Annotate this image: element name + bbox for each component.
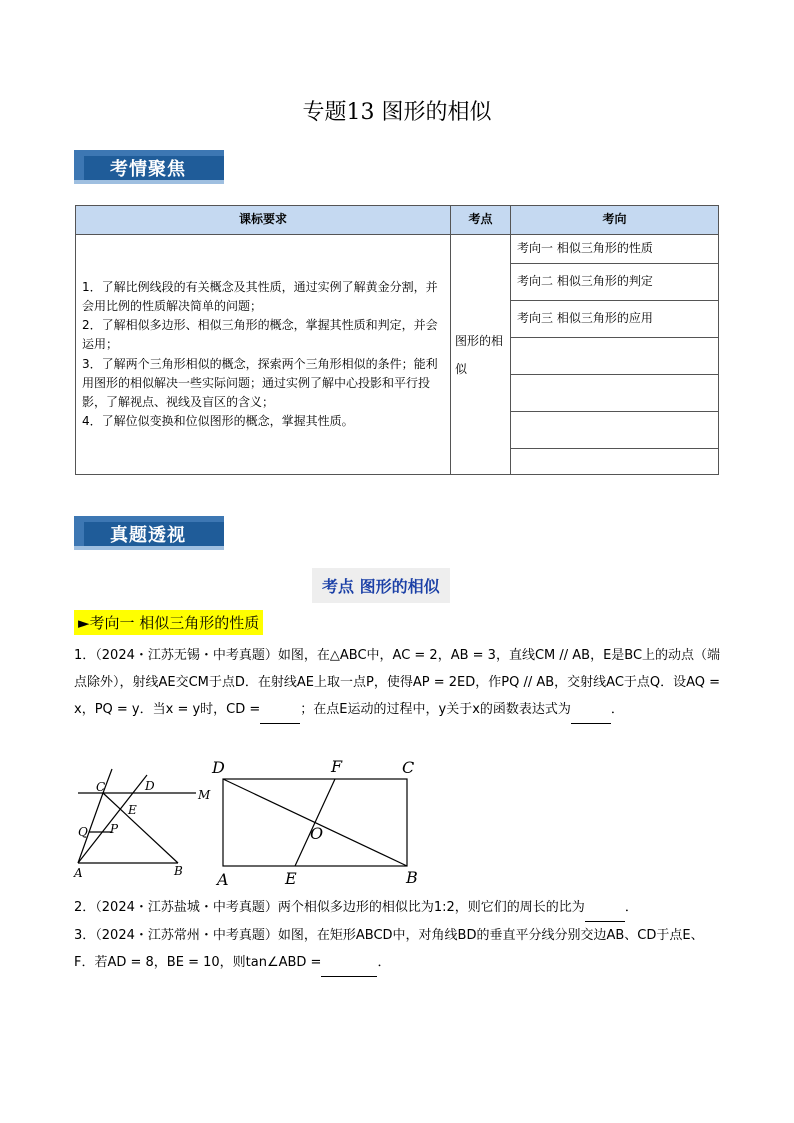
problem-text: 两个相似多边形的相似比为1:2，则它们的周长的比为 xyxy=(277,900,585,915)
problem-text: ；在点E运动的过程中，y关于x的函数表达式为 xyxy=(300,702,571,717)
problem-text: ． xyxy=(610,702,624,717)
problem-text: 如图，在矩形ABCD中，对角线BD的垂直平分线分别交边AB、CD于点E、F．若AD = 8，BE = 10，则tan∠ABD = xyxy=(74,928,704,970)
point-label: B xyxy=(174,864,183,878)
point-label: M xyxy=(198,788,211,802)
point-label: D xyxy=(145,779,155,793)
direction-heading: ►考向一 相似三角形的性质 xyxy=(74,610,263,635)
kaoxiang-cell: 考向一 相似三角形的性质 xyxy=(511,235,719,264)
point-label: O xyxy=(310,824,324,843)
table-header: 课标要求 xyxy=(76,206,451,235)
section-title: 考情聚焦 xyxy=(110,159,186,180)
requirements-table xyxy=(75,205,719,475)
problem-text: ． xyxy=(624,900,638,915)
point-label: Q xyxy=(78,825,88,839)
point-label: D xyxy=(212,758,225,777)
problem-3 xyxy=(74,922,724,977)
point-label: F xyxy=(331,757,343,776)
section-banner-zhenti xyxy=(74,516,229,558)
kaoxiang-cell xyxy=(511,449,719,475)
point-label: A xyxy=(74,866,83,880)
table-header: 考点 xyxy=(451,206,511,235)
kaoxiang-cell xyxy=(511,338,719,375)
problem-source: （2024・江苏盐城・中考真题） xyxy=(95,900,278,915)
problem-text: 如图，在△ABC中，AC = 2，AB = 3，直线CM // AB，E是BC上的动点（端点除外），射线AE交CM于点D．在射线AE上取一点P，使得AP = 2ED，作PQ // AB，交射线AC于点Q．设AQ = x，PQ = y．当x = y时，CD = xyxy=(74,648,721,717)
problem-number: 3． xyxy=(74,928,96,943)
point-label: E xyxy=(128,803,137,817)
problem-text: ． xyxy=(377,955,391,970)
kaoxiang-cell: 考向三 相似三角形的应用 xyxy=(511,301,719,338)
kaoxiang-cell xyxy=(511,412,719,449)
answer-blank[interactable] xyxy=(585,894,625,922)
kaodian-cell: 图形的相似 xyxy=(451,235,511,475)
requirement-item: 3．了解两个三角形相似的概念，探索两个三角形相似的条件；能利用图形的相似解决一些实际问题；通过实例了解中心投影和平行投影，了解视点、视线及盲区的含义； xyxy=(82,356,438,409)
problem-2 xyxy=(74,894,724,922)
answer-blank[interactable] xyxy=(321,949,377,977)
page-title: 专题13 图形的相似 xyxy=(302,100,492,125)
requirements-cell xyxy=(76,235,451,475)
requirement-item: 1．了解比例线段的有关概念及其性质，通过实例了解黄金分割，并会用比例的性质解决简单的问题； xyxy=(82,279,438,313)
figure-rectangle xyxy=(210,755,430,890)
point-label: C xyxy=(402,758,415,777)
point-label: P xyxy=(110,822,119,836)
answer-blank[interactable] xyxy=(571,696,611,724)
kaodian-heading: 考点 图形的相似 xyxy=(312,568,450,603)
table-header: 考向 xyxy=(511,206,719,235)
section-title: 真题透视 xyxy=(110,525,186,546)
problem-source: （2024・江苏无锡・中考真题） xyxy=(95,648,278,663)
point-label: E xyxy=(285,869,297,888)
kaoxiang-cell xyxy=(511,375,719,412)
point-label: A xyxy=(217,870,229,889)
problem-source: （2024・江苏常州・中考真题） xyxy=(95,928,278,943)
figure-triangle xyxy=(72,765,222,885)
point-label: C xyxy=(96,780,106,794)
requirement-item: 2．了解相似多边形、相似三角形的概念，掌握其性质和判定，并会运用； xyxy=(82,318,438,352)
problem-number: 2． xyxy=(74,900,96,915)
requirement-item: 4．了解位似变换和位似图形的概念，掌握其性质。 xyxy=(82,414,354,429)
problem-number: 1． xyxy=(74,648,96,663)
section-banner-kaoqing xyxy=(74,150,229,192)
point-label: B xyxy=(406,868,418,887)
answer-blank[interactable] xyxy=(260,696,300,724)
kaoxiang-cell: 考向二 相似三角形的判定 xyxy=(511,264,719,301)
problem-1 xyxy=(74,642,724,724)
